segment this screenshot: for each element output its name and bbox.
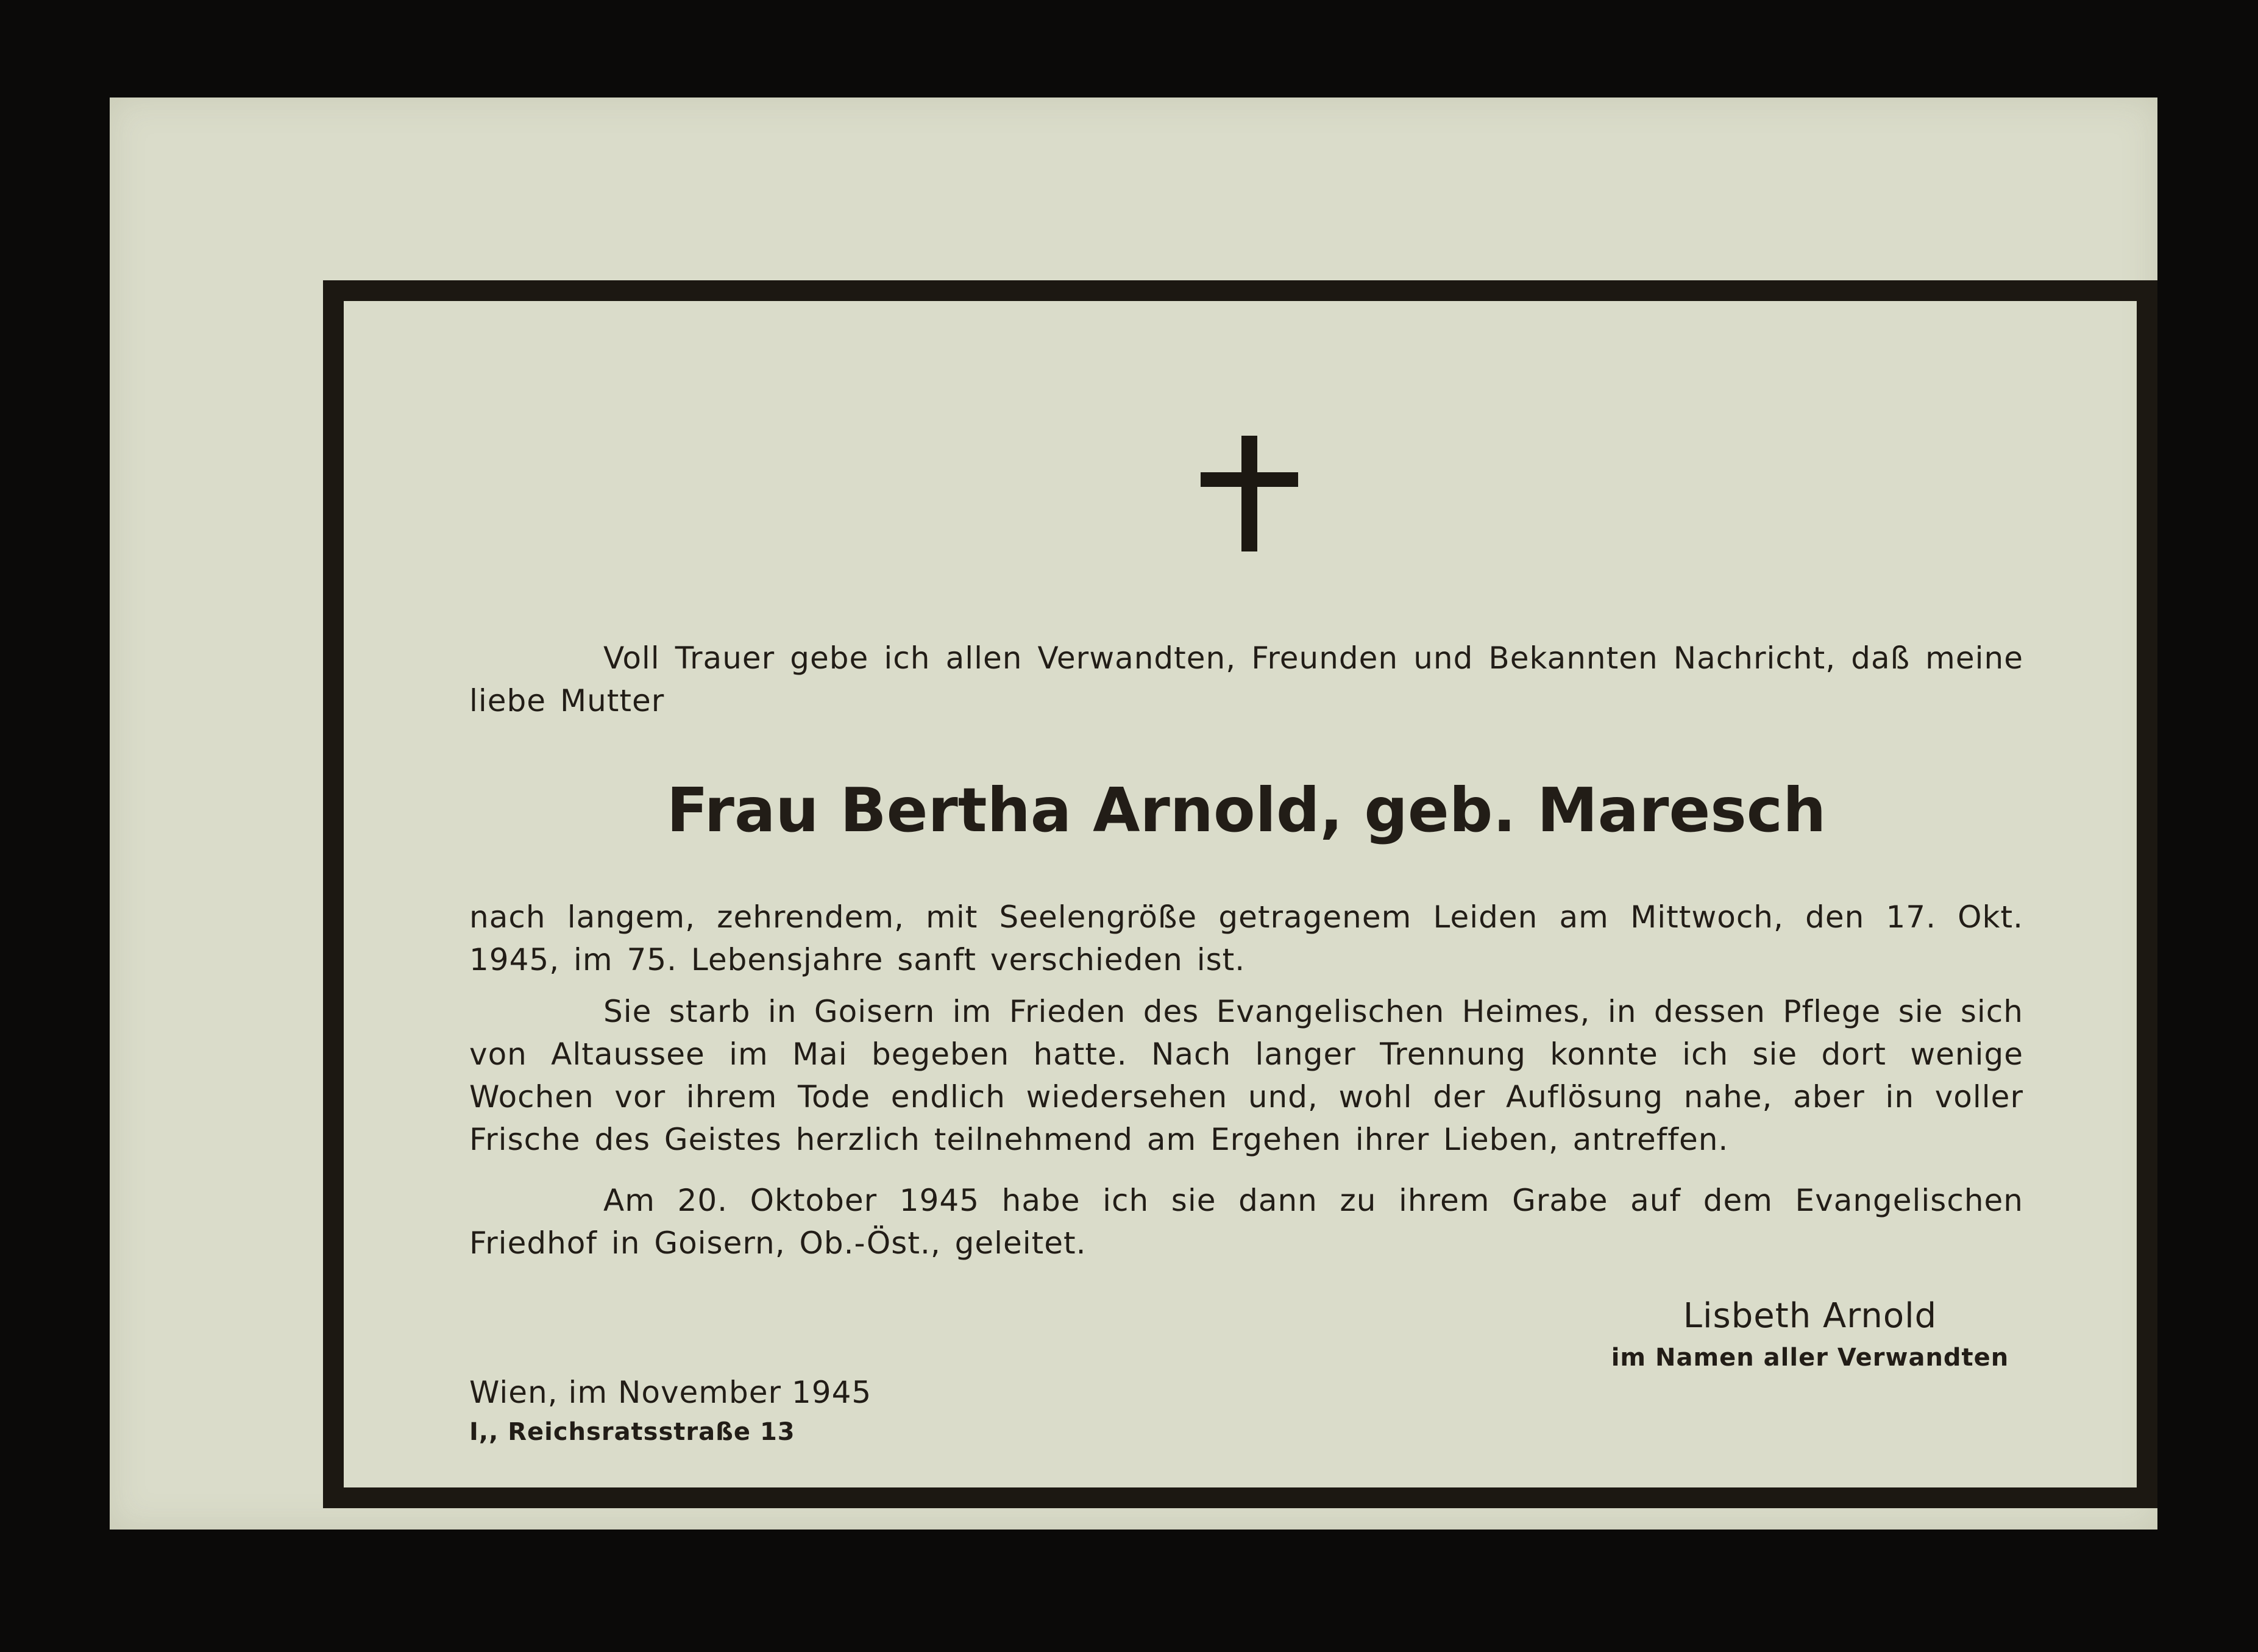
place-date: Wien, im November 1945 (469, 1375, 872, 1410)
signature-block (1597, 1292, 2023, 1375)
death-text: nach langem, zehrendem, mit Seelengröße getragenem Leiden am Mittwoch, den 17. Okt. 1945, im 75. Lebensjahre sanft verschieden ist. (469, 899, 2023, 977)
details-paragraph (469, 990, 2023, 1161)
intro-text: Voll Trauer gebe ich allen Verwandten, Freunden und Bekannten Nachricht, daß meine liebe Mutter (469, 640, 2023, 718)
death-paragraph (469, 896, 2023, 981)
signature-subtitle: im Namen aller Verwandten (1611, 1344, 2009, 1372)
signature-name: Lisbeth Arnold (1683, 1296, 1937, 1336)
cross-icon (1201, 436, 1298, 551)
place-and-date-block (469, 1371, 872, 1450)
burial-paragraph (469, 1179, 2023, 1264)
address: I,, Reichsratsstraße 13 (469, 1418, 795, 1446)
burial-text: Am 20. Oktober 1945 habe ich sie dann zu ihrem Grabe auf dem Evangelischen Friedhof in Goisern, Ob.-Öst., geleitet. (469, 1183, 2023, 1261)
details-text: Sie starb in Goisern im Frieden des Evangelischen Heimes, in dessen Pflege sie sich von Altaussee im Mai begeben hatte. Nach langer Trennung konnte ich sie dort wenige Wochen vor ihrem Tode endlich wiedersehen und, wohl der Auflösung nahe, aber in voller Frische des Geistes herzlich teilnehmend am Ergehen ihrer Lieben, antreffen. (469, 994, 2023, 1157)
mourning-card (110, 97, 2157, 1530)
notice-content (469, 280, 2023, 1499)
deceased-name: Frau Bertha Arnold, geb. Maresch (666, 775, 1827, 846)
intro-paragraph (469, 637, 2023, 722)
